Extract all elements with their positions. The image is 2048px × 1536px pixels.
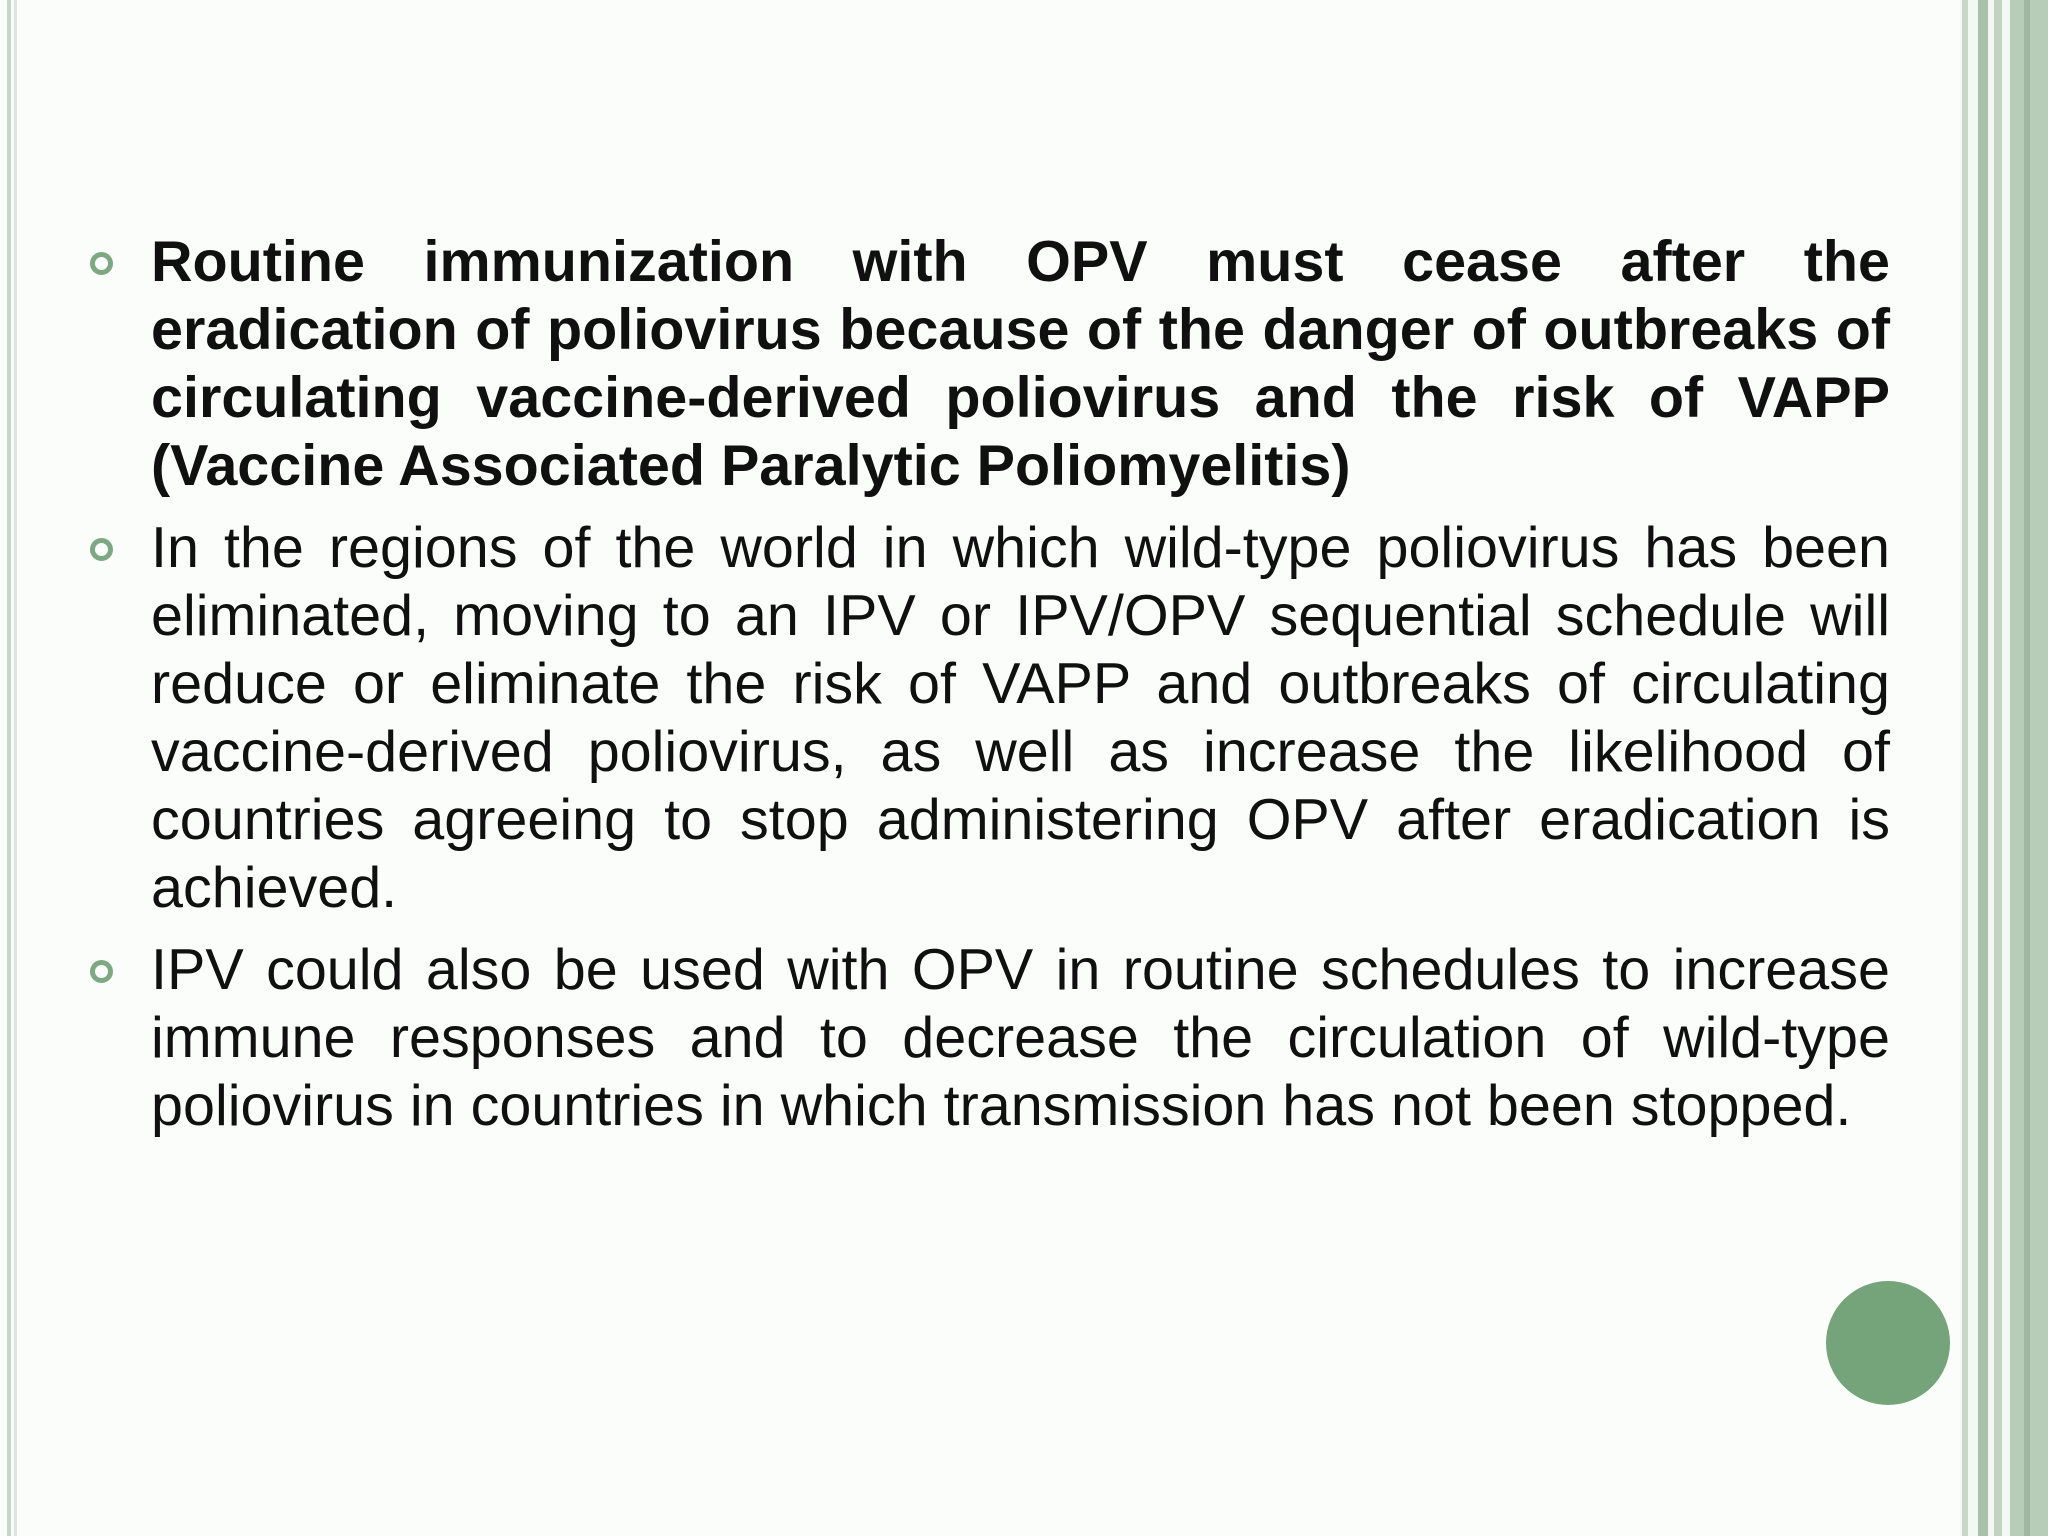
left-border-line	[7, 0, 11, 1536]
bullet-text: In the regions of the world in which wild-type poliovirus has been eliminated, moving to an IPV or IPV/OPV sequential schedule will reduce or eliminate the risk of VAPP and outbreaks of circulating vaccine-derived poliovirus, as well as increase the likelihood of countries agreeing to stop administering OPV after eradication is achieved.	[151, 516, 1890, 920]
bullet-circle-icon	[90, 252, 113, 275]
bullet-text: Routine immunization with OPV must cease after the eradication of poliovirus because of the danger of outbreaks of circulating vaccine-derived poliovirus and the risk of VAPP (Vaccine Associated Paralytic Poliomyelitis)	[151, 230, 1890, 498]
green-circle-decoration	[1826, 1281, 1950, 1405]
bullet-circle-icon	[90, 538, 113, 561]
bullet-item	[90, 228, 1890, 500]
right-stripe	[1994, 0, 2002, 1536]
bullet-item	[90, 936, 1890, 1140]
bullet-item	[90, 514, 1890, 922]
bullet-list	[90, 228, 1890, 1154]
right-stripe	[2024, 0, 2030, 1536]
bullet-text: IPV could also be used with OPV in routine schedules to increase immune responses and to decrease the circulation of wild-type poliovirus in countries in which transmission has not been stopped.	[151, 938, 1890, 1138]
bullet-circle-icon	[90, 960, 113, 983]
right-stripe	[1978, 0, 1988, 1536]
right-stripe	[1962, 0, 1968, 1536]
left-border-line-inner	[14, 0, 17, 1536]
